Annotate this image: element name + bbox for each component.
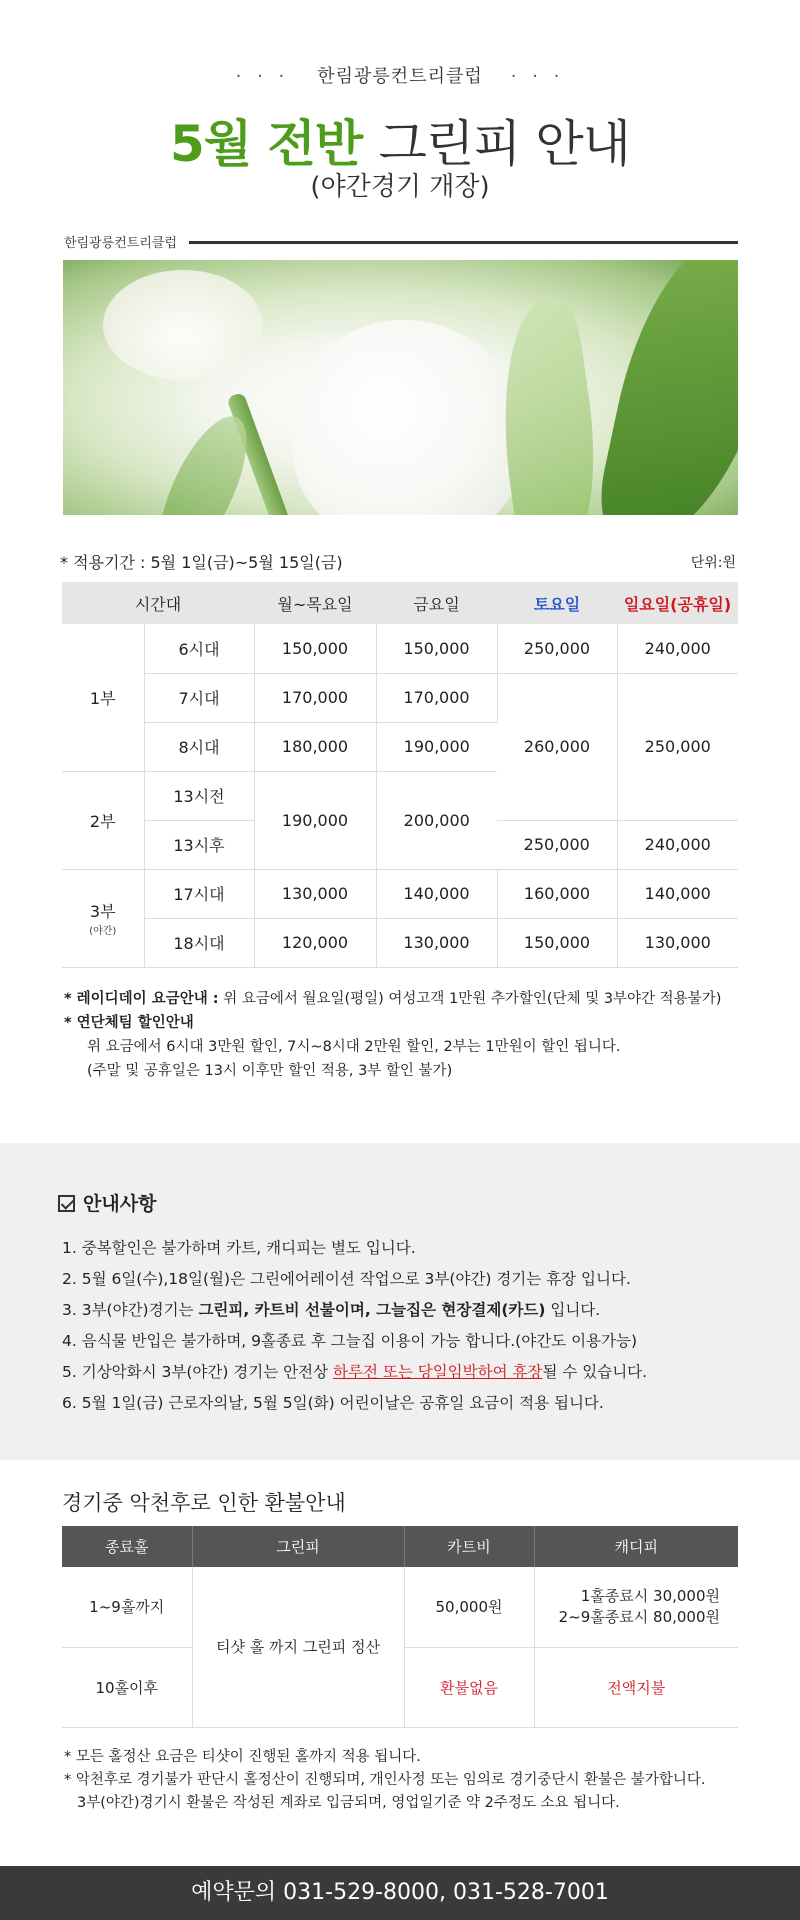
table-row [62, 918, 738, 967]
col-header-saturday: 토요일 [497, 582, 617, 624]
caddy-fee-line: 1홀종료시 30,000원 [580, 1586, 720, 1605]
table-row [62, 624, 738, 673]
time-cell: 17시대 [144, 869, 254, 918]
list-item [62, 1295, 762, 1326]
col-header-cart-fee: 카트비 [404, 1526, 534, 1567]
hole-cell: 10홀이후 [62, 1647, 192, 1727]
hole-cell: 1~9홀까지 [62, 1567, 192, 1647]
fee-cell: 260,000 [497, 673, 617, 820]
time-cell: 7시대 [144, 673, 254, 722]
fee-cell: 180,000 [254, 722, 376, 771]
discount-notes [64, 987, 754, 1083]
club-name-header [0, 62, 800, 88]
left-dots: · · · [235, 66, 290, 87]
fee-cell: 240,000 [617, 624, 738, 673]
reservation-footer: 예약문의 031-529-8000, 031-528-7001 [0, 1866, 800, 1920]
col-header-time: 시간대 [62, 582, 254, 624]
ladies-day-label: * 레이디데이 요금안내 : [64, 991, 219, 1007]
list-item-bold: 그린피, 카트비 선불이며, 그늘집은 현장결제(카드) [198, 1301, 546, 1319]
list-item [62, 1357, 762, 1388]
list-item-text: 5. 기상악화시 3부(야간) 경기는 안전상 [62, 1363, 334, 1381]
list-item-text: 될 수 있습니다. [542, 1363, 648, 1381]
list-item: 6. 5월 1일(금) 근로자의날, 5월 5일(화) 어린이날은 공휴일 요금이 적용 됩니다. [62, 1394, 604, 1412]
fee-cell: 170,000 [376, 673, 497, 722]
fee-cell: 200,000 [376, 771, 497, 869]
refund-note-line: * 모든 홀정산 요금은 티샷이 진행된 홀까지 적용 됩니다. [64, 1749, 421, 1765]
list-item: 4. 음식물 반입은 불가하며, 9홀종료 후 그늘집 이용이 가능 합니다.(야간도 이용가능) [62, 1332, 638, 1350]
group-discount-line: 위 요금에서 6시대 3만원 할인, 7시~8시대 2만원 할인, 2부는 1만원이 할인 됩니다. [87, 1039, 621, 1055]
col-header-end-hole: 종료홀 [62, 1526, 192, 1567]
ladies-day-text: 위 요금에서 월요일(평일) 여성고객 1만원 추가할인(단체 및 3부야간 적용불가) [218, 991, 722, 1007]
guide-title-text: 안내사항 [83, 1193, 157, 1215]
refund-note-line: 3부(야간)경기시 환불은 작성된 계좌로 입금되며, 영업일기준 약 2주정도 소요 됩니다. [77, 1795, 620, 1811]
fee-cell: 250,000 [617, 673, 738, 820]
table-header-row [62, 582, 738, 624]
brand-divider [64, 230, 738, 250]
fee-cell: 130,000 [254, 869, 376, 918]
refund-note-line: * 악천후로 경기불가 판단시 홀정산이 진행되며, 개인사정 또는 임의로 경기중단시 환불은 불가합니다. [64, 1772, 706, 1788]
part-3-label: 3부 [89, 902, 116, 921]
green-fee-table [62, 582, 738, 968]
tulip-bud-front [293, 320, 523, 515]
refund-table [62, 1526, 738, 1728]
fee-cell: 140,000 [376, 869, 497, 918]
fee-cell: 170,000 [254, 673, 376, 722]
col-header-friday: 금요일 [376, 582, 497, 624]
part-3 [62, 869, 144, 967]
list-item: 2. 5월 6일(수),18일(월)은 그린에어레이션 작업으로 3부(야간) 경기는 휴장 입니다. [62, 1270, 631, 1288]
table-row [62, 869, 738, 918]
time-cell: 13시전 [144, 771, 254, 820]
cart-fee-cell: 환불없음 [404, 1647, 534, 1727]
col-header-green-fee: 그린피 [192, 1526, 404, 1567]
ladies-day-note [64, 987, 754, 1011]
fee-cell: 160,000 [497, 869, 617, 918]
guide-list [62, 1233, 762, 1419]
guide-section [0, 1143, 800, 1460]
green-fee-cell: 티샷 홀 까지 그린피 정산 [192, 1567, 404, 1727]
fee-cell: 250,000 [497, 624, 617, 673]
divider-rule [189, 241, 738, 244]
refund-notes [64, 1746, 764, 1815]
page-subtitle: (야간경기 개장) [310, 172, 490, 202]
col-header-sunday: 일요일(공휴일) [617, 582, 738, 624]
fee-cell: 190,000 [254, 771, 376, 869]
guide-title [58, 1189, 156, 1216]
part-1: 1부 [62, 624, 144, 771]
club-name: 한림광릉컨트리클럽 [317, 66, 483, 87]
refund-header-row [62, 1526, 738, 1567]
fee-cell: 250,000 [497, 820, 617, 869]
group-discount-line: (주말 및 공휴일은 13시 이후만 할인 적용, 3부 할인 불가) [87, 1063, 453, 1079]
time-cell: 8시대 [144, 722, 254, 771]
refund-title: 경기중 악천후로 인한 환불안내 [62, 1491, 346, 1515]
fee-cell: 150,000 [497, 918, 617, 967]
fee-cell: 240,000 [617, 820, 738, 869]
time-cell: 13시후 [144, 820, 254, 869]
fee-cell: 140,000 [617, 869, 738, 918]
group-discount-label: * 연단체팀 할인안내 [64, 1015, 194, 1031]
currency-unit: 단위:원 [690, 555, 736, 571]
list-item-text: 3. 3부(야간)경기는 [62, 1301, 199, 1319]
table-row [62, 673, 738, 722]
checkbox-icon [58, 1195, 75, 1212]
col-header-caddy-fee: 캐디피 [534, 1526, 738, 1567]
title-highlight: 5월 전반 [170, 115, 363, 173]
fee-cell: 130,000 [617, 918, 738, 967]
col-header-weekday: 월~목요일 [254, 582, 376, 624]
fee-cell: 130,000 [376, 918, 497, 967]
brand-label: 한림광릉컨트리클럽 [64, 236, 178, 251]
part-3-sublabel: (야간) [89, 926, 117, 937]
part-2: 2부 [62, 771, 144, 869]
caddy-fee-cell [534, 1567, 738, 1647]
caddy-fee-line: 2~9홀종료시 80,000원 [558, 1607, 720, 1626]
title-rest: 그린피 안내 [378, 115, 630, 173]
list-item-text: 입니다. [545, 1301, 601, 1319]
time-cell: 6시대 [144, 624, 254, 673]
caddy-fee-cell: 전액지불 [534, 1647, 738, 1727]
leaf-right [591, 260, 738, 515]
list-item-warning: 하루전 또는 당일임박하여 휴장 [333, 1363, 543, 1381]
right-dots: · · · [510, 66, 565, 87]
tulip-bud-back [103, 270, 263, 380]
cart-fee-cell: 50,000원 [404, 1567, 534, 1647]
time-cell: 18시대 [144, 918, 254, 967]
fee-cell: 150,000 [254, 624, 376, 673]
fee-cell: 120,000 [254, 918, 376, 967]
tulip-hero-image [63, 260, 738, 515]
list-item: 1. 중복할인은 불가하며 카트, 캐디피는 별도 입니다. [62, 1239, 416, 1257]
fee-cell: 190,000 [376, 722, 497, 771]
table-row [62, 1567, 738, 1647]
apply-period: * 적용기간 : 5월 1일(금)~5월 15일(금) [60, 553, 343, 572]
fee-cell: 150,000 [376, 624, 497, 673]
